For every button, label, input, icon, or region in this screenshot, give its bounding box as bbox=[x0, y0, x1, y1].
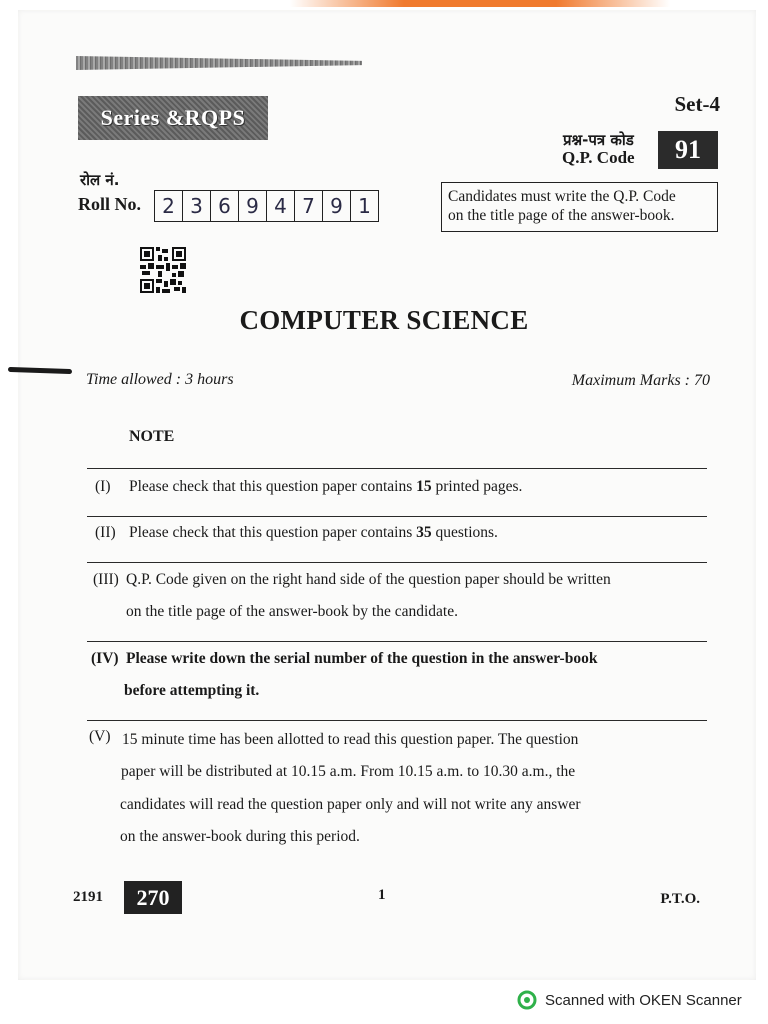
roll-number-boxes bbox=[154, 190, 379, 222]
note-text bbox=[129, 478, 522, 496]
note-number: (I) bbox=[95, 478, 111, 495]
note-text-part: printed pages. bbox=[431, 478, 523, 495]
roll-digit: 9 bbox=[239, 190, 267, 222]
time-allowed: Time allowed : 3 hours bbox=[86, 371, 234, 388]
note-text: candidates will read the question paper only and will not write any answer bbox=[120, 796, 581, 813]
note-text: paper will be distributed at 10.15 a.m. From 10.15 a.m. to 10.30 a.m., the bbox=[121, 763, 576, 780]
divider bbox=[87, 641, 707, 642]
qp-code-hindi-label: प्रश्न-पत्र कोड bbox=[563, 131, 634, 149]
qp-code-label: Q.P. Code bbox=[562, 148, 635, 167]
note-text-bold: 15 bbox=[416, 478, 432, 495]
roll-digit: 2 bbox=[154, 190, 183, 222]
note-text-part: Please check that this question paper contains bbox=[129, 478, 417, 495]
orange-top-strip bbox=[290, 0, 670, 7]
note-text: Please write down the serial number of the question in the answer-book bbox=[126, 650, 598, 667]
roll-digit: 6 bbox=[211, 190, 239, 222]
note-text: on the answer-book during this period. bbox=[120, 828, 360, 845]
roll-digit: 7 bbox=[295, 190, 323, 222]
note-text-part: Please check that this question paper contains bbox=[129, 524, 417, 541]
series-text: Series &RQPS bbox=[100, 105, 246, 130]
note-number: (IV) bbox=[91, 650, 119, 667]
qp-code-value: 91 bbox=[658, 131, 718, 169]
series-badge bbox=[78, 96, 268, 140]
roll-no-label: Roll No. bbox=[78, 194, 141, 214]
note-number: (II) bbox=[95, 524, 116, 541]
divider bbox=[87, 516, 707, 517]
roll-no-hindi-label: रोल नं. bbox=[80, 171, 120, 189]
scanner-watermark bbox=[517, 990, 742, 1010]
page-number: 1 bbox=[378, 887, 386, 903]
note-text: 15 minute time has been allotted to read this question paper. The question bbox=[122, 731, 579, 748]
footer-code-box: 270 bbox=[124, 881, 182, 914]
candidate-instruction-box bbox=[441, 182, 718, 232]
pto-label: P.T.O. bbox=[660, 891, 700, 907]
note-text-bold: 35 bbox=[416, 524, 432, 541]
scanner-watermark-text: Scanned with OKEN Scanner bbox=[545, 991, 742, 1009]
qr-code-icon bbox=[140, 247, 186, 293]
roll-digit: 9 bbox=[323, 190, 351, 222]
scanner-logo-icon bbox=[517, 990, 537, 1010]
set-label: Set-4 bbox=[674, 92, 720, 116]
divider bbox=[87, 562, 707, 563]
note-number: (V) bbox=[89, 728, 111, 745]
roll-digit: 1 bbox=[351, 190, 379, 222]
candidate-note-line: Candidates must write the Q.P. Code bbox=[448, 188, 676, 205]
note-heading: NOTE bbox=[129, 428, 175, 445]
roll-digit: 4 bbox=[267, 190, 295, 222]
maximum-marks: Maximum Marks : 70 bbox=[571, 372, 710, 389]
divider bbox=[87, 720, 707, 721]
note-text: on the title page of the answer-book by the candidate. bbox=[126, 603, 458, 620]
note-text: before attempting it. bbox=[124, 682, 260, 699]
note-number: (III) bbox=[93, 571, 119, 588]
roll-digit: 3 bbox=[183, 190, 211, 222]
note-text-part: questions. bbox=[431, 524, 498, 541]
paper-title: COMPUTER SCIENCE bbox=[239, 305, 529, 335]
divider bbox=[87, 468, 707, 469]
footer-code: 2191 bbox=[73, 889, 103, 905]
candidate-note-line: on the title page of the answer-book. bbox=[448, 207, 675, 224]
note-text bbox=[129, 524, 498, 542]
note-text: Q.P. Code given on the right hand side of the question paper should be written bbox=[126, 571, 611, 588]
